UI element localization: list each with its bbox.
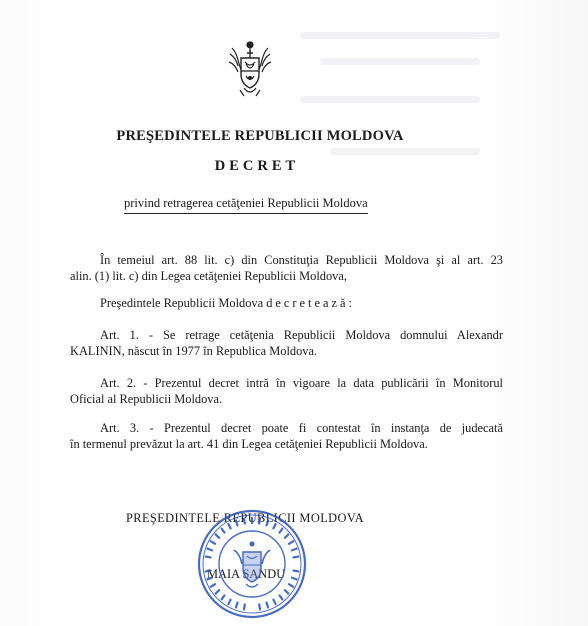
decrees-prefix: Preşedintele Republicii Moldova	[100, 296, 264, 310]
coat-of-arms-icon	[226, 38, 274, 104]
preamble-line: alin. (1) lit. c) din Legea cetăţeniei Republicii Moldova,	[70, 269, 347, 283]
document-type-heading: DECRET	[214, 158, 300, 174]
article-line: Art. 3. - Prezentul decret poate fi contestat în instanţa de judecată	[100, 421, 503, 435]
decrees-word: decretează:	[266, 296, 355, 310]
preamble-paragraph	[70, 252, 503, 284]
bleed-through-line	[330, 148, 480, 155]
bleed-through-line	[320, 58, 480, 65]
preamble-line: În temeiul art. 88 lit. c) din Constituţia Republicii Moldova şi al art. 23	[100, 253, 503, 267]
article-line: Art. 1. - Se retrage cetăţenia Republicii Moldova domnului Alexandr	[100, 328, 503, 342]
article-line: Art. 2. - Prezentul decret intră în vigoare la data publicării în Monitorul	[100, 376, 503, 390]
signatory-name: MAIA SANDU	[207, 567, 286, 581]
decrees-line	[100, 296, 355, 311]
official-seal-icon	[196, 508, 308, 620]
document-issuer-title: PREŞEDINTELE REPUBLICII MOLDOVA	[116, 128, 404, 144]
article-1	[70, 327, 503, 359]
signatory-title: PREŞEDINTELE REPUBLICII MOLDOVA	[126, 511, 364, 525]
bleed-through-line	[300, 32, 500, 39]
article-line: în termenul prevăzut la art. 41 din Legea cetăţeniei Republicii Moldova.	[70, 437, 428, 451]
article-line: KALININ, născut în 1977 în Republica Moldova.	[70, 344, 318, 358]
article-3	[70, 420, 503, 452]
article-2	[70, 375, 503, 407]
article-line: Oficial al Republicii Moldova.	[70, 392, 223, 406]
bleed-through-line	[300, 96, 480, 103]
decree-subject: privind retragerea cetăţeniei Republicii Moldova	[124, 196, 368, 214]
